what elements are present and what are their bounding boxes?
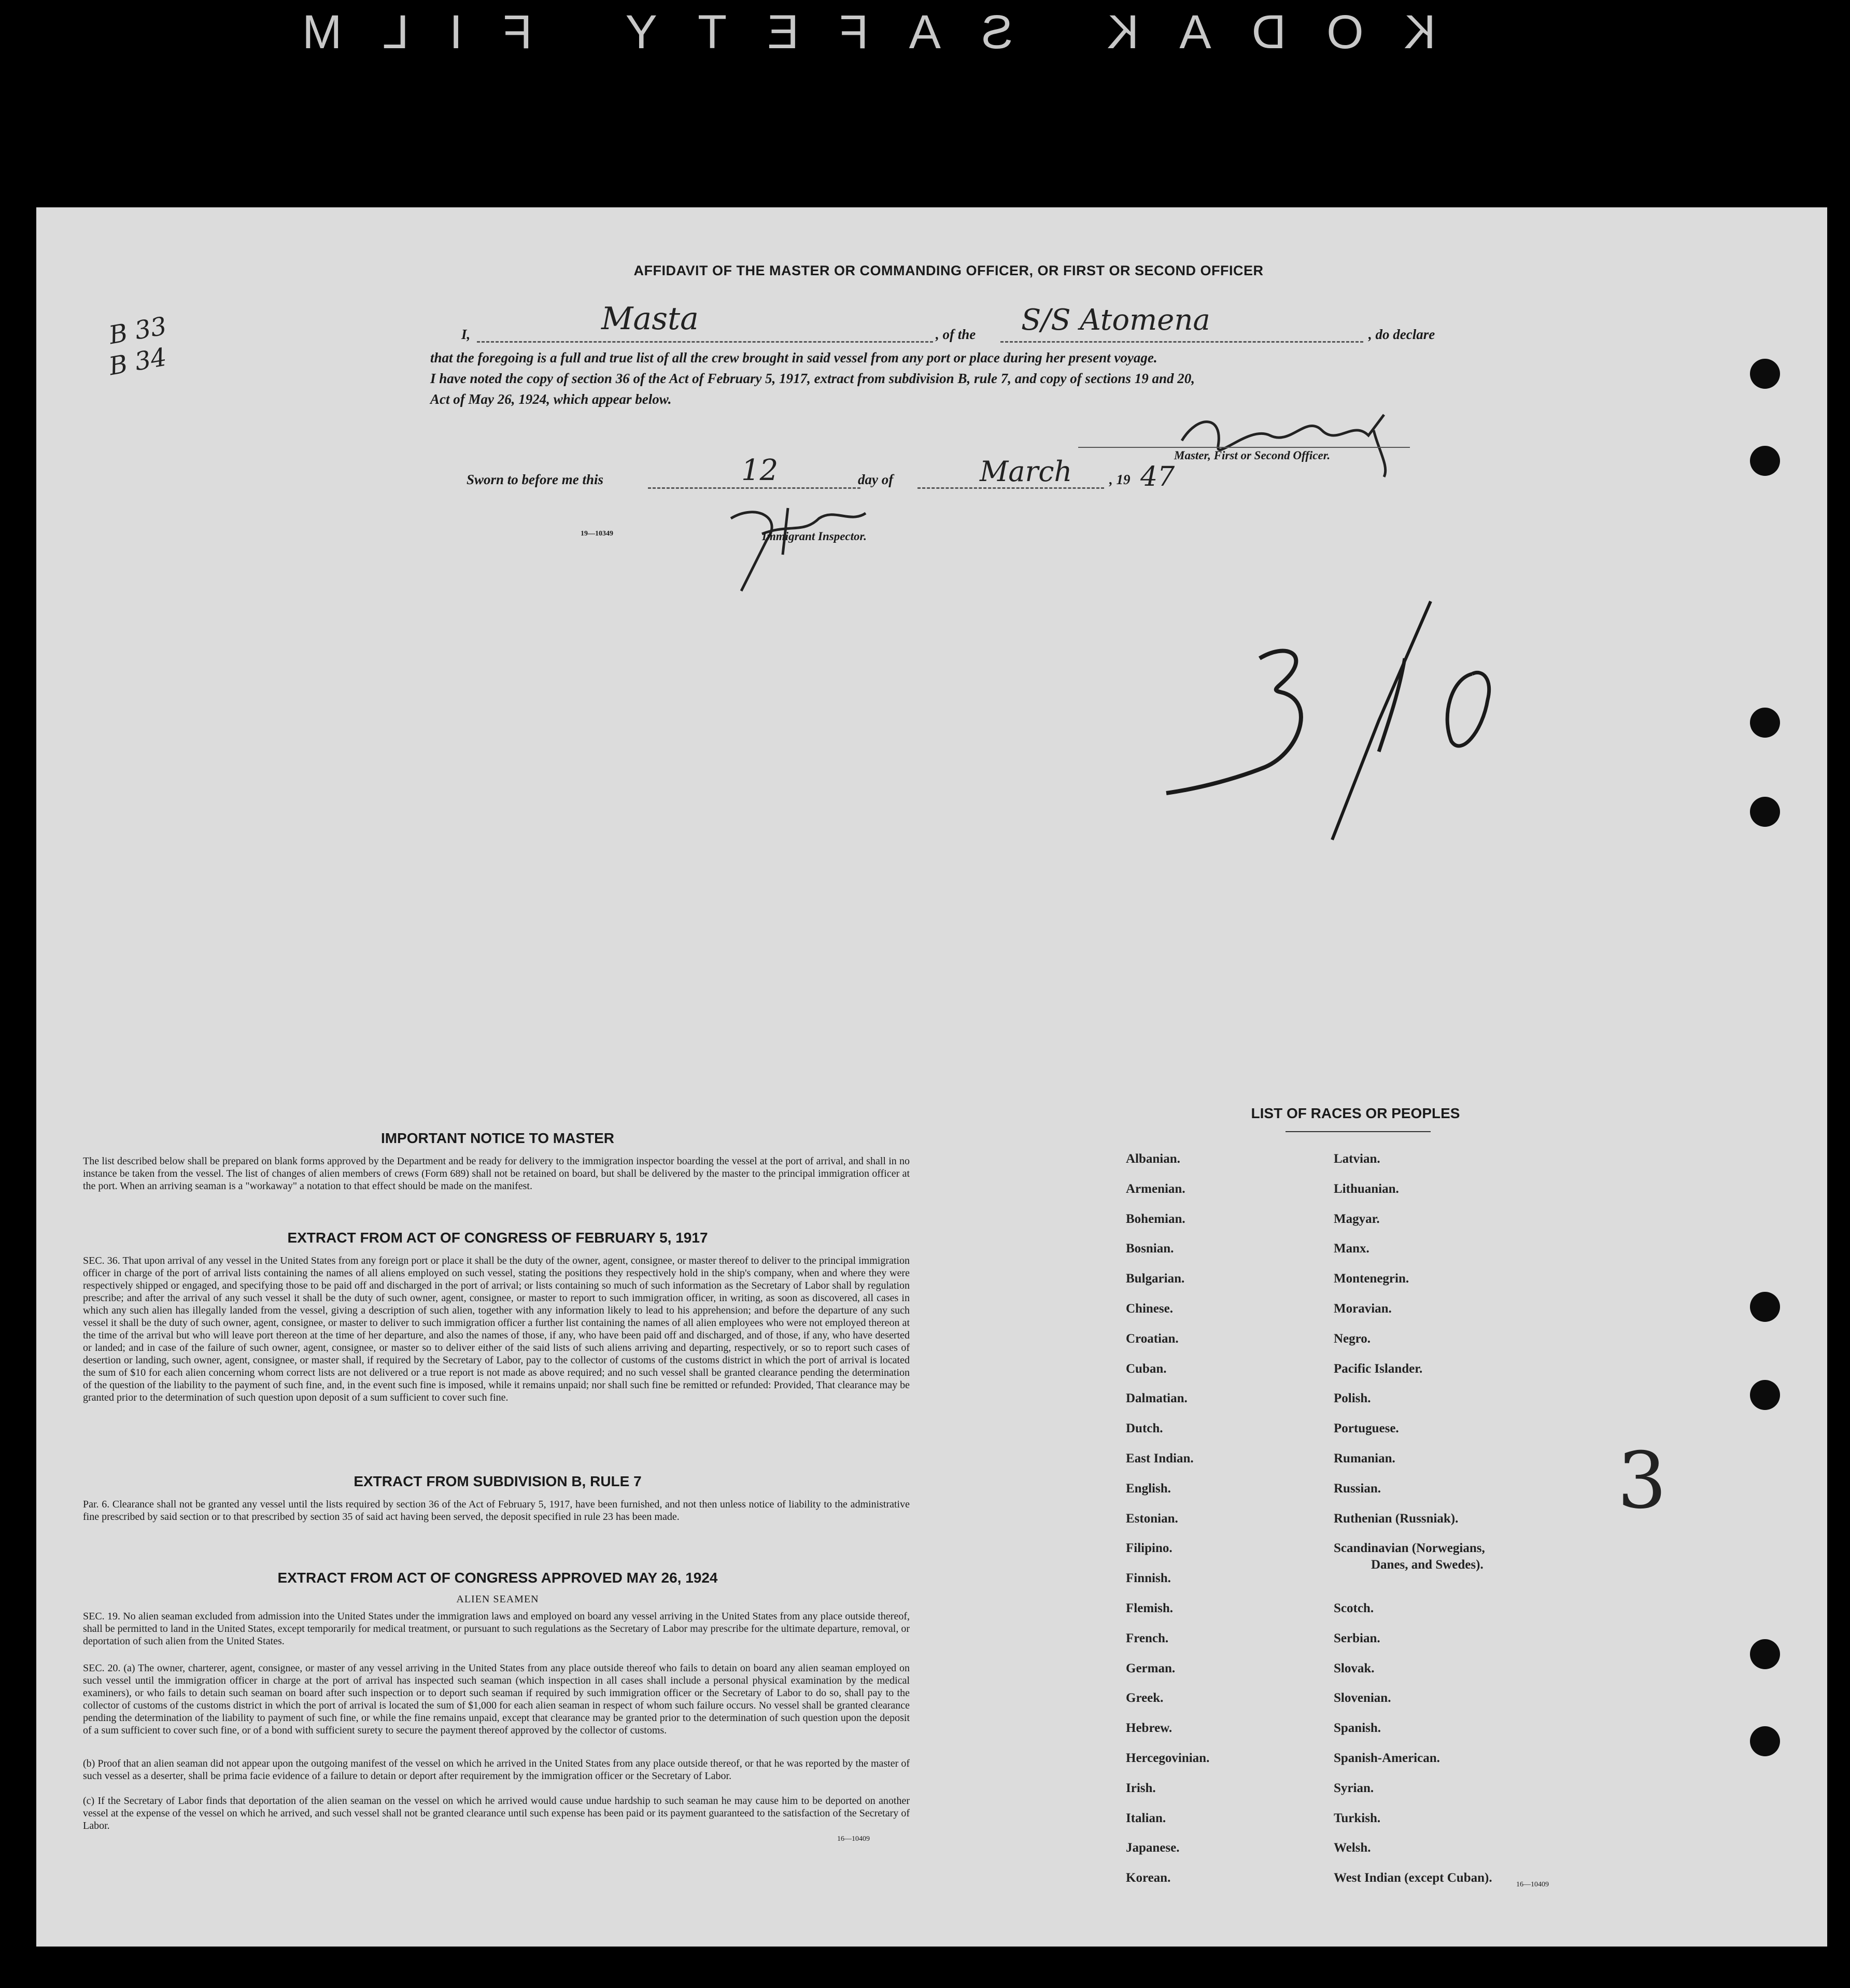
handwritten-month: March (980, 455, 1072, 488)
race-item: Irish. (1126, 1781, 1156, 1795)
affidavit-line-2: that the foregoing is a full and true list of all the crew brought in said vessel from any port or place during her present voyage. (430, 350, 1157, 365)
race-item: Korean. (1126, 1871, 1171, 1885)
margin-note-1: B 33 (106, 311, 169, 350)
handwritten-year: 47 (1140, 461, 1175, 492)
races-form-number: 16—10409 (1516, 1881, 1549, 1888)
race-item: Ruthenian (Russniak). (1334, 1511, 1459, 1526)
race-item: Danes, and Swedes). (1371, 1558, 1484, 1572)
handwritten-count (1161, 596, 1524, 866)
race-item: Dutch. (1126, 1421, 1163, 1436)
race-item: Finnish. (1126, 1571, 1171, 1586)
race-item: Filipino. (1126, 1541, 1173, 1556)
handwritten-vessel: S/S Atomena (1021, 303, 1210, 337)
race-item: Manx. (1334, 1242, 1369, 1256)
punch-hole (1750, 1726, 1780, 1756)
extract-1924-sec20c: (c) If the Secretary of Labor finds that deportation of the alien seaman on the vessel on which he arrived would cause undue hardship to such seaman he may cause him to be deported on another vessel at the expense of the vessel on which he arrived, and such vessel shall not be granted clearance until such expense has been paid or its payment guaranteed to the satisfaction of the Secretary of Labor. (83, 1795, 910, 1831)
race-item: Slovak. (1334, 1661, 1375, 1675)
extract-rule7-title: EXTRACT FROM SUBDIVISION B, RULE 7 (354, 1473, 642, 1489)
affidavit-title: AFFIDAVIT OF THE MASTER OR COMMANDING OFFICER, OR FIRST OR SECOND OFFICER (633, 263, 1264, 278)
extract-1917-body: SEC. 36. That upon arrival of any vessel in the United States from any foreign port or place it shall be the duty of the owner, agent, consignee, or master thereof to deliver to the principal immigration officer in charge of the port of arrival lists containing the names of all aliens employed on such vessel, stating the positions they respectively hold in the ship's company, when and where they were respectively shipped or engaged, and specifying those to be paid off and discharged in the port of arrival; or lists containing so much of such information as the Secretary of Labor shall by regulation prescribe; and after the arrival of any such vessel it shall be the duty of such owner, agent, consignee, or master to report to such immigration officer, in writing, as soon as discovered, all cases in which any such alien has illegally landed from the vessel, giving a description of such alien, together with any information likely to lead to his apprehension; and before the departure of any such vessel it shall be the duty of such owner, agent, consignee, or master to deliver to such immigration officer a further list containing the names of all alien employees who were not employed thereon at the time of the arrival but who will leave port thereon at the time of her departure, and also the names of those, if any, who have been paid off and discharged, and of those, if any, who have deserted or landed; and in case of the failure of such owner, agent, consignee, or master so to deliver either of the said lists of such aliens arriving and departing, respectively, or so to report such cases of desertion or landing, such owner, agent, consignee, or master shall, if required by the Secretary of Labor, pay to the collector of customs of the customs district in which the port of arrival is located the sum of $10 for each alien concerning whom correct lists are not delivered or a true report is not made as above required; and no such vessel shall be granted clearance pending the determination of the question of the liability to the payment of such fine, and, in the event such fine is imposed, while it remains unpaid; nor shall such fine be remitted or refunded: Provided, That clearance may be granted prior to the determination of such question upon deposit of a sum sufficient to cover such fine. (83, 1255, 910, 1403)
race-item: Chinese. (1126, 1302, 1173, 1316)
race-item: East Indian. (1126, 1451, 1194, 1465)
race-item: Flemish. (1126, 1601, 1173, 1615)
day-of-label: day of (858, 472, 894, 487)
race-item: Dalmatian. (1126, 1391, 1188, 1406)
handwritten-day: 12 (741, 454, 779, 487)
race-item: Lithuanian. (1334, 1181, 1399, 1196)
punch-hole (1750, 708, 1780, 738)
race-item: Portuguese. (1334, 1421, 1399, 1436)
race-item: Italian. (1126, 1811, 1166, 1825)
handwritten-side-number: 3 (1617, 1436, 1667, 1526)
race-item: Magyar. (1334, 1211, 1380, 1226)
race-item: Bulgarian. (1126, 1272, 1185, 1286)
race-item: Armenian. (1126, 1181, 1185, 1196)
race-item: Hebrew. (1126, 1721, 1173, 1736)
i-label: I, (461, 327, 471, 342)
extract-1917-title: EXTRACT FROM ACT OF CONGRESS OF FEBRUARY 5, 1917 (287, 1230, 708, 1246)
punch-hole (1750, 359, 1780, 389)
handwritten-count-text (1161, 596, 1162, 597)
race-item: Rumanian. (1334, 1451, 1395, 1465)
races-title-rule (1286, 1131, 1431, 1132)
race-item: Moravian. (1334, 1302, 1392, 1316)
race-item: Negro. (1334, 1331, 1371, 1346)
race-item: Welsh. (1334, 1841, 1371, 1855)
race-item: West Indian (except Cuban). (1334, 1871, 1492, 1885)
declare-label: , do declare (1368, 327, 1435, 342)
race-item: Scandinavian (Norwegians, (1334, 1541, 1485, 1556)
of-the-label: , of the (936, 327, 976, 342)
race-item: Estonian. (1126, 1511, 1178, 1526)
race-item: Albanian. (1126, 1152, 1180, 1166)
race-item: Pacific Islander. (1334, 1361, 1423, 1376)
race-item: Spanish. (1334, 1721, 1381, 1736)
race-item: Bohemian. (1126, 1211, 1185, 1226)
extract-1924-subtitle: ALIEN SEAMEN (456, 1594, 539, 1605)
punch-hole (1750, 1292, 1780, 1322)
film-edge (0, 0, 1850, 207)
notice-title: IMPORTANT NOTICE TO MASTER (380, 1130, 615, 1146)
affidavit-form-number: 19—10349 (581, 530, 613, 538)
master-caption: Master, First or Second Officer. (1174, 449, 1331, 462)
race-item: French. (1126, 1631, 1169, 1645)
extract-form-number: 16—10409 (837, 1835, 870, 1843)
manifest-page (36, 207, 1827, 1947)
year-prefix: , 19 (1109, 472, 1131, 487)
race-item: Japanese. (1126, 1841, 1180, 1855)
affidavit-line-4: Act of May 26, 1924, which appear below. (430, 391, 672, 407)
race-item: Bosnian. (1126, 1242, 1174, 1256)
punch-hole (1750, 446, 1780, 476)
race-item: Montenegrin. (1334, 1272, 1409, 1286)
punch-hole (1750, 1380, 1780, 1410)
handwritten-name: Masta (601, 301, 699, 337)
extract-1924-title: EXTRACT FROM ACT OF CONGRESS APPROVED MAY 26, 1924 (277, 1570, 718, 1586)
race-item: Turkish. (1334, 1811, 1381, 1825)
race-item: Syrian. (1334, 1781, 1374, 1795)
race-item: Hercegovinian. (1126, 1751, 1210, 1765)
race-item: English. (1126, 1481, 1171, 1496)
race-item: Polish. (1334, 1391, 1371, 1406)
extract-1924-sec19: SEC. 19. No alien seaman excluded from admission into the United States under the immigration laws and employed on board any vessel arriving in the United States from any place outside thereof, shall be permitted to land in the United States, except temporarily for medical treatment, or pursuant to such regulations as the Secretary of Labor may prescribe for the ultimate departure, removal, or deportation of such alien from the United States. (83, 1611, 910, 1647)
margin-note-2: B 34 (106, 342, 169, 382)
film-edge-text: KODAK SAFETY FILM (262, 6, 1436, 59)
extract-1924-sec20b: (b) Proof that an alien seaman did not appear upon the outgoing manifest of the vessel on which he arrived in the United States from any place outside thereof, or that he was reported by the master of such vessel as a deserter, shall be prima facie evidence of a failure to detain or deport after requirement by the immigration officer or the Secretary of Labor. (83, 1758, 910, 1782)
race-item: Spanish-American. (1334, 1751, 1440, 1765)
race-item: Slovenian. (1334, 1691, 1391, 1705)
master-signature (1166, 394, 1415, 482)
race-item: Croatian. (1126, 1331, 1179, 1346)
races-title: LIST OF RACES OR PEOPLES (1251, 1105, 1460, 1121)
sworn-label: Sworn to before me this (467, 472, 604, 487)
race-item: Greek. (1126, 1691, 1164, 1705)
race-item: German. (1126, 1661, 1176, 1675)
race-item: Scotch. (1334, 1601, 1374, 1615)
affidavit-line-3: I have noted the copy of section 36 of the Act of February 5, 1917, extract from subdivision B, rule 7, and copy of sections 19 and 20, (430, 371, 1195, 386)
extract-1924-sec20a: SEC. 20. (a) The owner, charterer, agent, consignee, or master of any vessel arriving in the United States from any place outside thereof who fails to detain on board any alien seaman employed on such vessel until the immigration officer in charge at the port of arrival has inspected such seaman (which inspection in all cases shall include a personal physical examination by the medical examiners), or who fails to detain such seaman on board after such inspection or to deport such seaman if required by such immigration officer or the Secretary of Labor to do so, shall pay to the collector of customs of the customs district in which the port of arrival is located the sum of $1,000 for each alien seaman in respect of whom such failure occurs. No vessel shall be granted clearance pending the determination of the liability to payment of such fine, or while the fine remains unpaid, except that clearance may be granted prior to the determination of such question upon the deposit of a sum sufficient to cover such fine, or of a bond with sufficient surety to secure the payment thereof approved by the collector of customs. (83, 1662, 910, 1736)
punch-hole (1750, 1639, 1780, 1669)
punch-hole (1750, 797, 1780, 827)
race-item: Cuban. (1126, 1361, 1167, 1376)
name-line (477, 341, 933, 343)
vessel-line (1000, 341, 1363, 343)
notice-body: The list described below shall be prepared on blank forms approved by the Department and be ready for delivery to the immigration inspector boarding the vessel at the port of arrival, and shall in no instance be taken from the vessel. The list of changes of alien members of crews (Form 689) shall not be retained on board, but shall be delivered by the master to the principal immigration officer at the port. When an arriving seaman is a "workaway" a notation to that effect should be made on the manifest. (83, 1155, 910, 1192)
race-item: Russian. (1334, 1481, 1381, 1496)
master-signature-line (1078, 447, 1410, 448)
extract-rule7-body: Par. 6. Clearance shall not be granted any vessel until the lists required by section 36 of the Act of February 5, 1917, have been furnished, and not then unless notice of liability to the administrative fine prescribed by said section or to that prescribed by section 35 of said act having been served, the deposit specified in rule 23 has been made. (83, 1499, 910, 1522)
handwritten-count-strokes (1161, 596, 1524, 866)
inspector-caption: Immigrant Inspector. (762, 530, 867, 543)
race-item: Serbian. (1334, 1631, 1380, 1645)
race-item: Latvian. (1334, 1152, 1380, 1166)
